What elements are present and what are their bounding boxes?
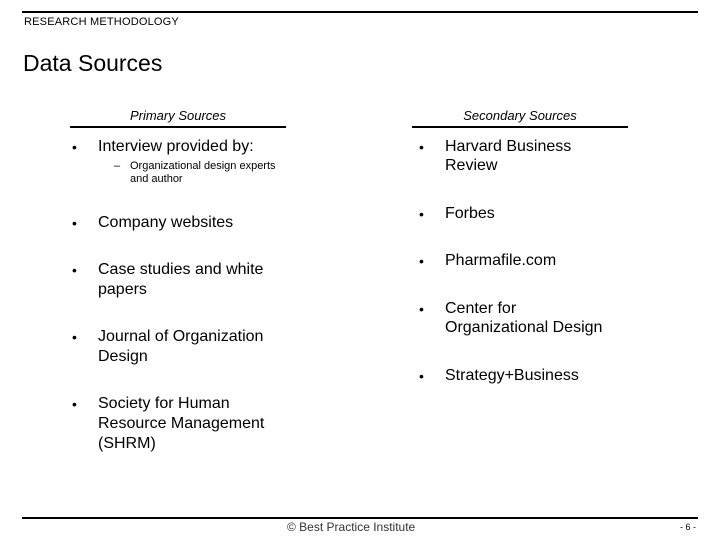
list-item-text: Company websites bbox=[98, 214, 234, 231]
bullet-icon: • bbox=[72, 396, 77, 412]
list-item-line: papers bbox=[98, 281, 147, 298]
bullet-icon: • bbox=[72, 329, 77, 345]
list-item-line: Journal of Organization bbox=[98, 328, 264, 345]
list-item-line: Harvard Business bbox=[445, 138, 572, 155]
list-item-text: Forbes bbox=[445, 205, 495, 222]
footer-copyright: © Best Practice Institute bbox=[287, 520, 416, 534]
list-item-line: Review bbox=[445, 157, 498, 174]
bullet-icon: • bbox=[419, 301, 424, 317]
sub-item-line: Organizational design experts bbox=[130, 160, 276, 172]
bullet-icon: • bbox=[419, 253, 424, 269]
section-label: RESEARCH METHODOLOGY bbox=[24, 16, 179, 28]
top-rule bbox=[22, 11, 698, 13]
list-item-line: Society for Human bbox=[98, 395, 230, 412]
list-item-line: Resource Management bbox=[98, 415, 265, 432]
list-item-line: Design bbox=[98, 348, 148, 365]
secondary-heading-underline bbox=[412, 126, 628, 128]
bullet-icon: • bbox=[72, 139, 77, 155]
secondary-sources-heading: Secondary Sources bbox=[463, 108, 577, 123]
sub-item-line: and author bbox=[130, 173, 183, 185]
list-item-line: Case studies and white bbox=[98, 261, 264, 278]
footer-rule bbox=[22, 517, 698, 519]
bullet-icon: • bbox=[72, 215, 77, 231]
list-item-text: Pharmafile.com bbox=[445, 252, 557, 269]
dash-icon: – bbox=[114, 160, 121, 172]
primary-heading-underline bbox=[70, 126, 286, 128]
list-item-line: Center for bbox=[445, 300, 517, 317]
bullet-icon: • bbox=[419, 139, 424, 155]
bullet-icon: • bbox=[419, 206, 424, 222]
list-item-text: Interview provided by: bbox=[98, 138, 254, 155]
bullet-icon: • bbox=[72, 262, 77, 278]
page-title: Data Sources bbox=[23, 50, 163, 76]
list-item-line: Organizational Design bbox=[445, 319, 603, 336]
list-item-line: (SHRM) bbox=[98, 435, 156, 452]
bullet-icon: • bbox=[419, 368, 424, 384]
list-item-text: Strategy+Business bbox=[445, 367, 579, 384]
page-number: - 6 - bbox=[680, 522, 697, 532]
primary-sources-heading: Primary Sources bbox=[129, 108, 227, 123]
